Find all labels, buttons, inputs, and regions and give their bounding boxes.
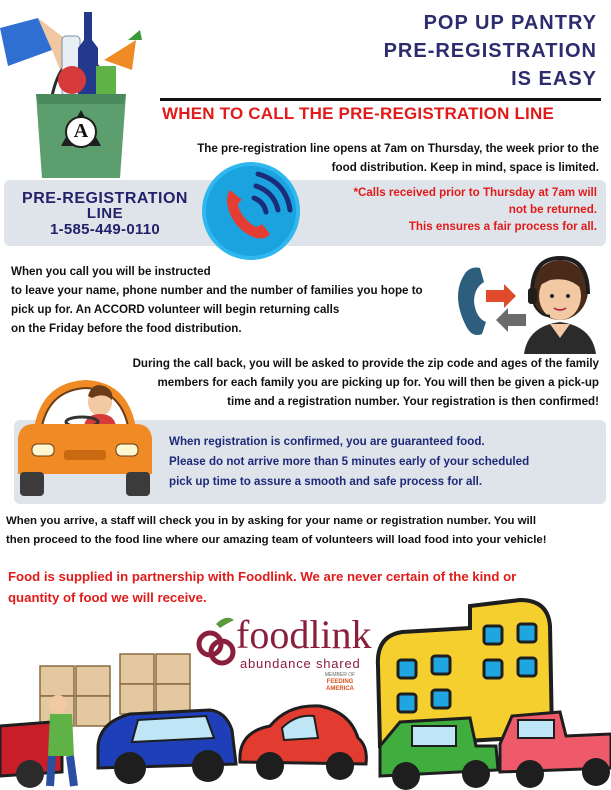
header-divider	[160, 98, 601, 101]
callback-line-3: time and a registration number. Your registration is then confirmed!	[227, 395, 599, 408]
intro-line-2: food distribution. Keep in mind, space is limited.	[331, 161, 599, 174]
warning-line-2: not be returned.	[508, 203, 597, 216]
title-line-2: PRE-REGISTRATION	[383, 40, 597, 62]
call-operator-illustration	[446, 246, 606, 354]
phone-icon	[200, 160, 302, 262]
callback-line-1: During the call back, you will be asked to provide the zip code and ages of the family	[132, 357, 599, 370]
partner-note-line-2: quantity of food we will receive.	[8, 590, 207, 605]
confirmed-line-2: Please do not arrive more than 5 minutes early of your scheduled	[169, 455, 530, 468]
grocery-bag-illustration	[0, 0, 150, 180]
arrival-line-1: When you arrive, a staff will check you in by asking for your name or registration number. You will	[6, 515, 536, 527]
warning-line-3: This ensures a fair process for all.	[408, 220, 597, 233]
partner-note-line-1: Food is supplied in partnership with Foodlink. We are never certain of the kind or	[8, 569, 517, 584]
title-line-3: IS EASY	[511, 68, 597, 90]
badge-line-1: MEMBER OF	[324, 672, 356, 678]
foodlink-name: foodlink	[236, 612, 372, 657]
section-heading: WHEN TO CALL THE PRE-REGISTRATION LINE	[162, 104, 554, 123]
intro-line-1: The pre-registration line opens at 7am on Thursday, the week prior to the	[197, 142, 599, 155]
arrival-line-2: then proceed to the food line where our amazing team of volunteers will load food into your vehicle!	[6, 534, 547, 546]
call-info-line-1: When you call you will be instructed	[11, 265, 211, 278]
phone-number[interactable]: 1-585-449-0110	[49, 221, 161, 238]
badge-line-2: FEEDING	[326, 679, 354, 685]
badge-line-3: AMERICA	[326, 686, 354, 692]
confirmed-line-3: pick up time to assure a smooth and safe process for all.	[169, 475, 483, 488]
confirmed-line-1: When registration is confirmed, you are guaranteed food.	[169, 435, 485, 448]
phone-label-line-1: PRE-REGISTRATION	[22, 190, 188, 207]
call-info-line-3: pick up for. An ACCORD volunteer will begin returning calls	[11, 303, 340, 316]
call-info-line-4: on the Friday before the food distribution.	[11, 322, 242, 335]
call-info-line-2: to leave your name, phone number and the number of families you hope to	[11, 284, 423, 297]
car-driver-illustration	[12, 368, 158, 502]
title-line-1: POP UP PANTRY	[423, 12, 597, 34]
drive-through-scene-illustration	[0, 596, 611, 790]
warning-line-1: *Calls received prior to Thursday at 7am will	[353, 186, 597, 199]
callback-line-2: members for each family you are picking up for. You will then be given a pick-up	[157, 376, 599, 389]
foodlink-tagline: abundance shared	[240, 656, 361, 671]
food-boxes-right	[120, 654, 190, 714]
accord-logo-letter: A	[73, 120, 89, 142]
phone-label-line-2: LINE	[86, 205, 124, 222]
